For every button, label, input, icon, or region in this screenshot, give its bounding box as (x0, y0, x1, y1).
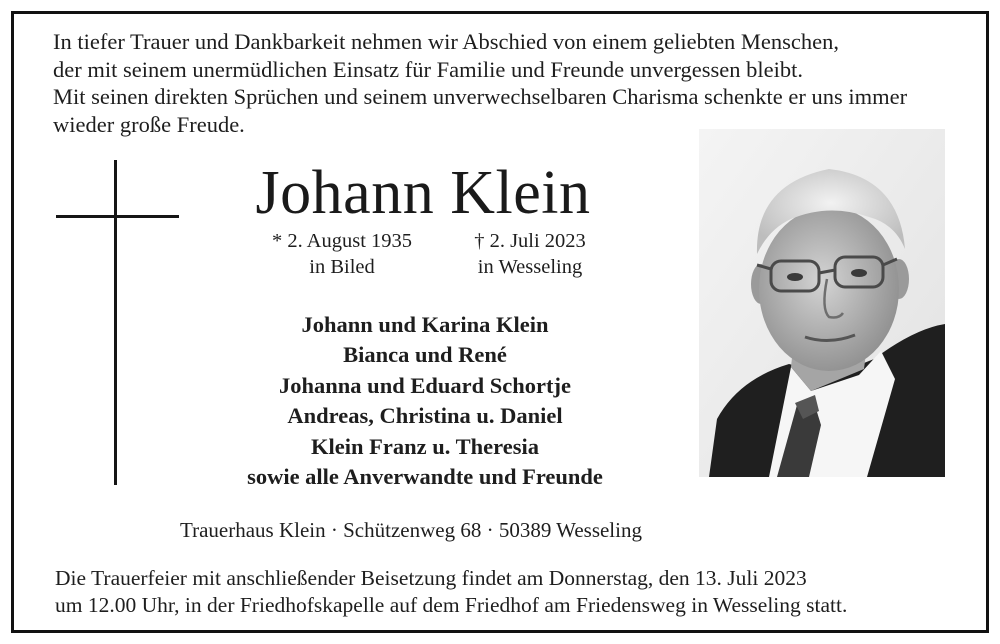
mourners-list (210, 310, 640, 492)
portrait-photo (699, 129, 945, 477)
intro-line: wieder große Freude. (53, 111, 245, 137)
funeral-service-info (55, 565, 847, 619)
mourner-line: Klein Franz u. Theresia (311, 433, 539, 459)
death-date: † 2. Juli 2023 (474, 230, 586, 252)
death-info (455, 228, 605, 280)
birth-date: * 2. August 1935 (271, 230, 413, 252)
birth-place: in Biled (309, 256, 375, 278)
mourner-line: sowie alle Anverwandte und Freunde (247, 464, 603, 490)
intro-line: Mit seinen direkten Sprüchen und seinem unverwechselbaren Charisma schenkte er uns immer (53, 84, 908, 109)
mourner-line: Johanna und Eduard Schortje (279, 372, 571, 398)
service-line: Die Trauerfeier mit anschließender Beisetzung findet am Donnerstag, den 13. Juli 2023 (55, 566, 807, 590)
mourning-house-address: Trauerhaus Klein · Schützenweg 68 · 50389 Wesseling (180, 518, 642, 542)
deceased-name: Johann Klein (255, 159, 591, 227)
mourner-line: Andreas, Christina u. Daniel (287, 403, 563, 429)
intro-line: der mit seinem unermüdlichen Einsatz für Familie und Freunde unvergessen bleibt. (53, 56, 804, 82)
cross-horizontal-bar (56, 215, 179, 218)
intro-line: In tiefer Trauer und Dankbarkeit nehmen wir Abschied von einem geliebten Menschen, (53, 29, 840, 54)
death-place: in Wesseling (477, 256, 583, 278)
mourner-line: Johann und Karina Klein (301, 312, 549, 337)
mourner-line: Bianca und René (343, 342, 507, 368)
intro-text (53, 28, 907, 138)
cross-vertical-bar (114, 160, 117, 485)
service-line: um 12.00 Uhr, in der Friedhofskapelle auf dem Friedhof am Friedensweg in Wesseling statt. (55, 593, 848, 617)
birth-info (256, 228, 428, 280)
